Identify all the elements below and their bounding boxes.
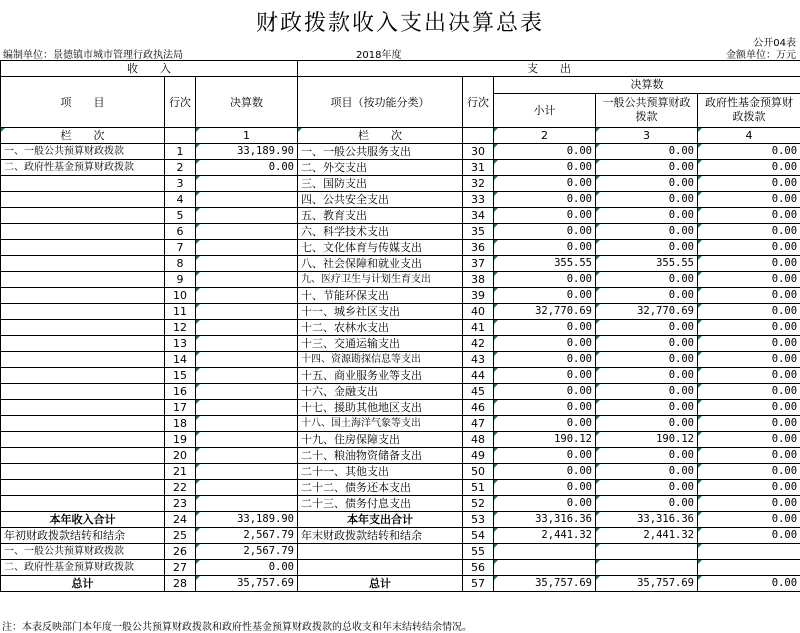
gov-fund-cell: 0.00: [698, 256, 800, 272]
table-row: [1, 528, 800, 544]
general-budget-cell: 0.00: [596, 208, 698, 224]
expense-item-cell: 六、科学技术支出: [298, 224, 463, 240]
general-budget-cell: 0.00: [596, 400, 698, 416]
table-row: [1, 400, 800, 416]
income-row-no-cell: 27: [165, 560, 196, 576]
subtotal-cell: 0.00: [494, 240, 596, 256]
income-item-cell: [1, 272, 165, 288]
gov-fund-cell: 0.00: [698, 272, 800, 288]
footnote: 注：本表反映部门本年度一般公共预算财政拨款和政府性基金预算财政拨款的总收支和年末结转结余情况。: [2, 622, 472, 633]
item-by-function-header: 项目（按功能分类）: [298, 77, 463, 128]
table-row: [1, 464, 800, 480]
money-unit: 金额单位：万元: [726, 50, 796, 61]
gov-fund-cell: 0.00: [698, 368, 800, 384]
expense-row-no-cell: 32: [463, 176, 494, 192]
table-row: [1, 224, 800, 240]
gov-fund-cell: 0.00: [698, 320, 800, 336]
income-row-no-cell: 24: [165, 512, 196, 528]
table-row: [1, 256, 800, 272]
gov-fund-cell: 0.00: [698, 336, 800, 352]
income-row-no-cell: 18: [165, 416, 196, 432]
income-item-cell: 一、一般公共预算财政拨款: [1, 544, 165, 560]
table-row: [1, 320, 800, 336]
general-budget-cell: 0.00: [596, 416, 698, 432]
general-budget-cell: 32,770.69: [596, 304, 698, 320]
income-amount-cell: 33,189.90: [196, 144, 298, 160]
income-item-cell: [1, 464, 165, 480]
expense-item-cell: 七、文化体育与传媒支出: [298, 240, 463, 256]
income-item-cell: [1, 304, 165, 320]
income-item-cell: [1, 176, 165, 192]
income-row-no-cell: 1: [165, 144, 196, 160]
gov-fund-cell: 0.00: [698, 448, 800, 464]
income-item-cell: [1, 256, 165, 272]
gov-fund-header: 政府性基金预算财政拨款: [698, 93, 800, 127]
gov-fund-cell: 0.00: [698, 208, 800, 224]
table-row: [1, 272, 800, 288]
table-body: [1, 144, 800, 592]
subtotal-cell: 32,770.69: [494, 304, 596, 320]
income-row-no-cell: 11: [165, 304, 196, 320]
table-row: [1, 416, 800, 432]
table-row: [1, 208, 800, 224]
income-amount-cell: [196, 336, 298, 352]
income-amount-cell: [196, 176, 298, 192]
general-budget-cell: 0.00: [596, 480, 698, 496]
expense-row-no-cell: 42: [463, 336, 494, 352]
income-item-cell: [1, 480, 165, 496]
subtotal-cell: 0.00: [494, 336, 596, 352]
expense-item-cell: 九、医疗卫生与计划生育支出: [298, 272, 463, 288]
expense-item-cell: 十五、商业服务业等支出: [298, 368, 463, 384]
expense-row-no-cell: 48: [463, 432, 494, 448]
expense-item-cell: 五、教育支出: [298, 208, 463, 224]
expense-row-no-cell: 51: [463, 480, 494, 496]
general-budget-cell: 0.00: [596, 272, 698, 288]
table-row: [1, 336, 800, 352]
general-budget-cell: 2,441.32: [596, 528, 698, 544]
expense-item-cell: 十七、援助其他地区支出: [298, 400, 463, 416]
subtotal-cell: 0.00: [494, 416, 596, 432]
expense-item-cell: 二十二、债务还本支出: [298, 480, 463, 496]
income-item-cell: 二、政府性基金预算财政拨款: [1, 160, 165, 176]
income-amount-cell: [196, 288, 298, 304]
table-row: [1, 560, 800, 576]
general-budget-header: 一般公共预算财政拨款: [596, 93, 698, 127]
subtotal-cell: 190.12: [494, 432, 596, 448]
general-budget-cell: 0.00: [596, 224, 698, 240]
final-accounts-table: [0, 60, 800, 592]
subtotal-cell: 2,441.32: [494, 528, 596, 544]
table-row: [1, 480, 800, 496]
income-amount-cell: [196, 256, 298, 272]
gov-fund-cell: 0.00: [698, 176, 800, 192]
income-amount-cell: 0.00: [196, 560, 298, 576]
expense-item-cell: 年末财政拨款结转和结余: [298, 528, 463, 544]
income-item-cell: [1, 240, 165, 256]
expense-row-no-cell: 52: [463, 496, 494, 512]
expense-item-cell: 八、社会保障和就业支出: [298, 256, 463, 272]
income-item-cell: [1, 336, 165, 352]
general-budget-cell: 0.00: [596, 176, 698, 192]
subtotal-cell: 0.00: [494, 144, 596, 160]
income-row-no-cell: 19: [165, 432, 196, 448]
expense-row-no-cell: 54: [463, 528, 494, 544]
subtotal-cell: 0.00: [494, 208, 596, 224]
income-row-no-cell: 3: [165, 176, 196, 192]
expense-item-cell: 十、节能环保支出: [298, 288, 463, 304]
subtotal-cell: 0.00: [494, 176, 596, 192]
income-item-cell: 一、一般公共预算财政拨款: [1, 144, 165, 160]
expense-row-no-cell: 40: [463, 304, 494, 320]
income-item-cell: [1, 224, 165, 240]
expense-item-cell: 四、公共安全支出: [298, 192, 463, 208]
income-item-cell: [1, 192, 165, 208]
general-budget-cell: 0.00: [596, 336, 698, 352]
income-amount-cell: 2,567.79: [196, 544, 298, 560]
income-amount-cell: [196, 192, 298, 208]
income-row-no-cell: 16: [165, 384, 196, 400]
expense-item-cell: 十八、国土海洋气象等支出: [298, 416, 463, 432]
subtotal-cell: 35,757.69: [494, 576, 596, 592]
subtotal-cell: 0.00: [494, 160, 596, 176]
gov-fund-cell: 0.00: [698, 576, 800, 592]
income-item-cell: [1, 384, 165, 400]
gov-fund-cell: [698, 544, 800, 560]
income-amount-cell: [196, 320, 298, 336]
expense-item-cell: 十二、农林水支出: [298, 320, 463, 336]
final-amount-header: 决算数: [196, 77, 298, 128]
general-budget-cell: 0.00: [596, 384, 698, 400]
income-row-no-cell: 2: [165, 160, 196, 176]
table-row: [1, 432, 800, 448]
gov-fund-cell: 0.00: [698, 464, 800, 480]
income-item-cell: [1, 496, 165, 512]
income-row-no-cell: 14: [165, 352, 196, 368]
general-budget-cell: 0.00: [596, 192, 698, 208]
income-amount-cell: [196, 240, 298, 256]
expense-row-no-cell: 50: [463, 464, 494, 480]
income-amount-cell: [196, 480, 298, 496]
expense-row-no-cell: 41: [463, 320, 494, 336]
income-row-no-cell: 4: [165, 192, 196, 208]
gov-fund-cell: 0.00: [698, 144, 800, 160]
gov-fund-cell: 0.00: [698, 352, 800, 368]
income-row-no-cell: 12: [165, 320, 196, 336]
expense-row-no-cell: 35: [463, 224, 494, 240]
expense-row-no-cell: 49: [463, 448, 494, 464]
income-amount-cell: [196, 368, 298, 384]
income-item-cell: 年初财政拨款结转和结余: [1, 528, 165, 544]
table-row: [1, 384, 800, 400]
income-row-no-cell: 7: [165, 240, 196, 256]
general-budget-cell: 190.12: [596, 432, 698, 448]
general-budget-cell: 0.00: [596, 368, 698, 384]
general-budget-cell: 0.00: [596, 352, 698, 368]
income-item-cell: [1, 320, 165, 336]
income-row-no-cell: 9: [165, 272, 196, 288]
table-row: [1, 352, 800, 368]
expense-row-no-cell: 31: [463, 160, 494, 176]
gov-fund-cell: 0.00: [698, 432, 800, 448]
expense-row-no-cell: 37: [463, 256, 494, 272]
income-row-no-cell: 26: [165, 544, 196, 560]
general-budget-cell: 0.00: [596, 144, 698, 160]
income-row-no-cell: 13: [165, 336, 196, 352]
income-row-no-cell: 10: [165, 288, 196, 304]
income-amount-cell: [196, 416, 298, 432]
income-row-no-cell: 25: [165, 528, 196, 544]
gov-fund-cell: 0.00: [698, 400, 800, 416]
report-title: 财政拨款收入支出决算总表: [255, 11, 544, 36]
gov-fund-cell: 0.00: [698, 528, 800, 544]
general-budget-cell: 0.00: [596, 496, 698, 512]
subtotal-cell: 0.00: [494, 320, 596, 336]
income-item-cell: [1, 432, 165, 448]
subtotal-cell: 0.00: [494, 464, 596, 480]
income-row-no-cell: 6: [165, 224, 196, 240]
gov-fund-cell: 0.00: [698, 192, 800, 208]
expense-row-no-cell: 47: [463, 416, 494, 432]
expense-item-cell: 一、一般公共服务支出: [298, 144, 463, 160]
expense-item-cell: 三、国防支出: [298, 176, 463, 192]
expense-row-no-cell: 39: [463, 288, 494, 304]
income-row-no-cell: 20: [165, 448, 196, 464]
table-row: [1, 448, 800, 464]
subtotal-cell: [494, 560, 596, 576]
table-row: [1, 192, 800, 208]
income-item-cell: [1, 208, 165, 224]
row-no2-header: 行次: [463, 77, 494, 128]
expense-item-cell: 十一、城乡社区支出: [298, 304, 463, 320]
expense-row-no-cell: 38: [463, 272, 494, 288]
gov-fund-cell: 0.00: [698, 240, 800, 256]
subtotal-cell: [494, 544, 596, 560]
expense-row-no-cell: 33: [463, 192, 494, 208]
income-item-cell: [1, 400, 165, 416]
general-budget-cell: 35,757.69: [596, 576, 698, 592]
general-budget-cell: [596, 560, 698, 576]
subtotal-cell: 0.00: [494, 496, 596, 512]
expense-item-cell: 二十、粮油物资储备支出: [298, 448, 463, 464]
expense-header: 支 出: [298, 61, 800, 77]
income-amount-cell: [196, 464, 298, 480]
general-budget-cell: 0.00: [596, 240, 698, 256]
expense-item-cell: [298, 544, 463, 560]
general-budget-cell: 0.00: [596, 320, 698, 336]
table-row: [1, 160, 800, 176]
income-amount-cell: [196, 304, 298, 320]
expense-row-no-cell: 44: [463, 368, 494, 384]
col-1: 1: [196, 128, 298, 144]
expense-row-no-cell: 36: [463, 240, 494, 256]
gov-fund-cell: 0.00: [698, 416, 800, 432]
expense-item-cell: 二、外交支出: [298, 160, 463, 176]
gov-fund-cell: [698, 560, 800, 576]
income-amount-cell: [196, 224, 298, 240]
table-row: [1, 176, 800, 192]
table-row: [1, 576, 800, 592]
expense-item-cell: 二十三、债务付息支出: [298, 496, 463, 512]
income-amount-cell: 33,189.90: [196, 512, 298, 528]
expense-item-cell: 十九、住房保障支出: [298, 432, 463, 448]
expense-row-no-cell: 45: [463, 384, 494, 400]
expense-item-cell: 十六、金融支出: [298, 384, 463, 400]
gov-fund-cell: 0.00: [698, 384, 800, 400]
subtotal-cell: 0.00: [494, 448, 596, 464]
income-item-cell: [1, 448, 165, 464]
income-amount-cell: [196, 448, 298, 464]
row-no-header: 行次: [165, 77, 196, 128]
compiling-unit: 编制单位：景德镇市城市管理行政执法局: [3, 50, 183, 61]
table-row: [1, 496, 800, 512]
table-row: [1, 512, 800, 528]
expense-row-no-cell: 46: [463, 400, 494, 416]
table-row: [1, 304, 800, 320]
gov-fund-cell: 0.00: [698, 224, 800, 240]
subtotal-cell: 0.00: [494, 352, 596, 368]
fiscal-year: 2018年度: [356, 50, 402, 61]
expense-row-no-cell: 43: [463, 352, 494, 368]
income-row-no-cell: 8: [165, 256, 196, 272]
income-row-no-cell: 23: [165, 496, 196, 512]
income-row-no-cell: 28: [165, 576, 196, 592]
expense-item-cell: 十三、交通运输支出: [298, 336, 463, 352]
income-item-cell: [1, 288, 165, 304]
expense-item-cell: 十四、资源勘探信息等支出: [298, 352, 463, 368]
income-row-no-cell: 5: [165, 208, 196, 224]
income-header: 收 入: [1, 61, 298, 77]
income-row-no-cell: 22: [165, 480, 196, 496]
subtotal-cell: 0.00: [494, 368, 596, 384]
col-2: 2: [494, 128, 596, 144]
gov-fund-cell: 0.00: [698, 480, 800, 496]
general-budget-cell: 355.55: [596, 256, 698, 272]
income-amount-cell: 0.00: [196, 160, 298, 176]
subtotal-cell: 33,316.36: [494, 512, 596, 528]
income-amount-cell: 2,567.79: [196, 528, 298, 544]
expense-item-cell: 二十一、其他支出: [298, 464, 463, 480]
income-amount-cell: [196, 352, 298, 368]
income-amount-cell: [196, 496, 298, 512]
subtotal-header: 小计: [494, 93, 596, 127]
income-item-cell: [1, 368, 165, 384]
expense-row-no-cell: 34: [463, 208, 494, 224]
income-row-no-cell: 21: [165, 464, 196, 480]
table-row: [1, 368, 800, 384]
subtotal-cell: 0.00: [494, 272, 596, 288]
gov-fund-cell: 0.00: [698, 512, 800, 528]
expense-row-no-cell: 57: [463, 576, 494, 592]
final-accounts-header: 决算数: [494, 77, 800, 94]
expense-row-no-cell: 56: [463, 560, 494, 576]
income-amount-cell: [196, 432, 298, 448]
general-budget-cell: [596, 544, 698, 560]
col-4: 4: [698, 128, 800, 144]
subtotal-cell: 0.00: [494, 192, 596, 208]
income-amount-cell: [196, 400, 298, 416]
income-item-cell: 本年收入合计: [1, 512, 165, 528]
expense-item-cell: 总计: [298, 576, 463, 592]
expense-item-cell: [298, 560, 463, 576]
gov-fund-cell: 0.00: [698, 304, 800, 320]
subtotal-cell: 0.00: [494, 288, 596, 304]
expense-item-cell: 本年支出合计: [298, 512, 463, 528]
expense-row-no-cell: 30: [463, 144, 494, 160]
general-budget-cell: 0.00: [596, 464, 698, 480]
table-row: [1, 544, 800, 560]
gov-fund-cell: 0.00: [698, 160, 800, 176]
income-item-cell: 二、政府性基金预算财政拨款: [1, 560, 165, 576]
form-number: 公开04表: [753, 38, 796, 49]
income-row-no-cell: 17: [165, 400, 196, 416]
subtotal-cell: 0.00: [494, 384, 596, 400]
subtotal-cell: 0.00: [494, 224, 596, 240]
income-amount-cell: [196, 208, 298, 224]
table-row: [1, 144, 800, 160]
income-item-cell: [1, 416, 165, 432]
table-row: [1, 240, 800, 256]
col-label: 栏 次: [1, 128, 165, 144]
income-row-no-cell: 15: [165, 368, 196, 384]
col-label2: 栏 次: [298, 128, 463, 144]
general-budget-cell: 0.00: [596, 288, 698, 304]
general-budget-cell: 33,316.36: [596, 512, 698, 528]
income-amount-cell: [196, 272, 298, 288]
general-budget-cell: 0.00: [596, 448, 698, 464]
col-3: 3: [596, 128, 698, 144]
subtotal-cell: 0.00: [494, 480, 596, 496]
income-amount-cell: [196, 384, 298, 400]
income-item-cell: 总计: [1, 576, 165, 592]
subtotal-cell: 0.00: [494, 400, 596, 416]
item-header: 项 目: [1, 77, 165, 128]
table-row: [1, 288, 800, 304]
gov-fund-cell: 0.00: [698, 288, 800, 304]
general-budget-cell: 0.00: [596, 160, 698, 176]
expense-row-no-cell: 55: [463, 544, 494, 560]
income-amount-cell: 35,757.69: [196, 576, 298, 592]
income-item-cell: [1, 352, 165, 368]
expense-row-no-cell: 53: [463, 512, 494, 528]
gov-fund-cell: 0.00: [698, 496, 800, 512]
subtotal-cell: 355.55: [494, 256, 596, 272]
